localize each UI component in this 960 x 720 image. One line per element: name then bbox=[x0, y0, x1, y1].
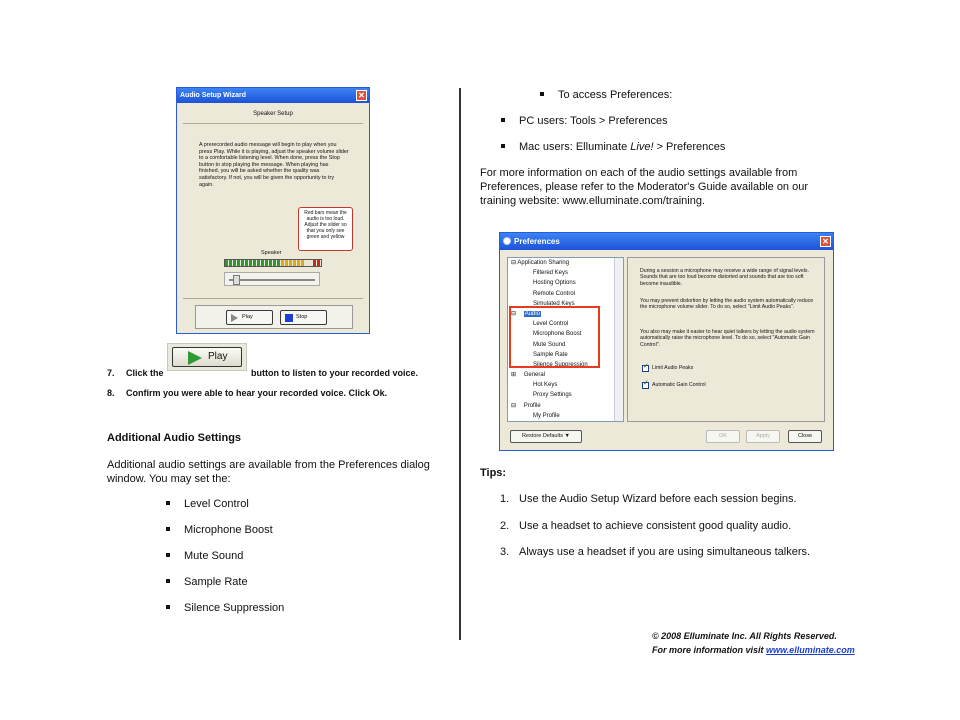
meter-segment bbox=[249, 260, 252, 266]
tree-label: Simulated Keys bbox=[533, 300, 575, 307]
live-text: Live! bbox=[630, 141, 654, 153]
tree-label: Mute Sound bbox=[533, 341, 566, 348]
mac-text: Mac users: Elluminate bbox=[519, 141, 631, 153]
wizard-section-title: Speaker Setup bbox=[253, 111, 293, 117]
tree-node[interactable] bbox=[508, 390, 623, 400]
step-8-number: 8. bbox=[107, 388, 115, 398]
step-8-text: Confirm you were able to hear your recorded voice. Click Ok. bbox=[126, 388, 388, 398]
panel-paragraph-1: During a session a microphone may receive a wide range of signal levels. Sounds that are too loud become distorted and sounds that are too soft become inaudible. bbox=[640, 268, 809, 287]
limit-audio-peaks-label: Limit Audio Peaks bbox=[652, 365, 694, 371]
meter-segment bbox=[237, 260, 240, 266]
slider-track bbox=[229, 279, 315, 281]
visit-text: For more information visit bbox=[652, 645, 767, 655]
meter-segment bbox=[285, 260, 288, 266]
tree-scrollbar[interactable] bbox=[614, 258, 623, 421]
automatic-gain-control-checkbox[interactable] bbox=[642, 382, 649, 389]
close-icon[interactable]: ✕ bbox=[820, 236, 831, 247]
speaker-label: Speaker bbox=[261, 250, 282, 256]
tree-node[interactable] bbox=[508, 278, 623, 288]
panel-paragraph-2: You may prevent distortion by letting the audio system automatically reduce the microphone volume slider. To do so, select "Limit Audio Peaks". bbox=[640, 298, 814, 311]
panel-paragraph-3: You also may make it easier to hear quiet talkers by letting the audio system automatically raise the microphone level. To do so, select "Automatic Gain Control". bbox=[640, 329, 815, 348]
section-intro: Additional audio settings are available from the Preferences dialog window. You may set the: bbox=[107, 459, 430, 485]
tip-number: 1. bbox=[500, 493, 510, 505]
setting-label: Microphone Boost bbox=[184, 524, 273, 536]
tree-label: General bbox=[523, 372, 546, 379]
tree-node[interactable] bbox=[508, 289, 623, 299]
meter-segment bbox=[273, 260, 276, 266]
play-icon bbox=[188, 351, 202, 365]
meter-segment bbox=[225, 260, 228, 266]
preferences-title: Preferences bbox=[514, 237, 560, 246]
step-7-text-start: Click the bbox=[126, 368, 164, 378]
wizard-title-bar bbox=[177, 88, 369, 103]
pc-text: PC users: Tools > Preferences bbox=[519, 115, 668, 127]
tip-number: 3. bbox=[500, 546, 510, 558]
speaker-volume-slider[interactable] bbox=[224, 272, 320, 286]
tree-node-audio[interactable]: ⊟ Audio bbox=[511, 310, 541, 317]
apply-button[interactable]: Apply bbox=[746, 430, 780, 443]
wizard-title: Audio Setup Wizard bbox=[180, 92, 247, 99]
section-heading: Additional Audio Settings bbox=[107, 432, 242, 444]
meter-segment bbox=[229, 260, 232, 266]
restore-defaults-button[interactable]: Restore Defaults ▼ bbox=[510, 430, 582, 443]
setting-label: Level Control bbox=[184, 498, 249, 510]
close-icon[interactable]: ✕ bbox=[356, 90, 367, 101]
automatic-gain-control-label: Automatic Gain Control bbox=[652, 382, 706, 388]
tree-label: Audio bbox=[524, 310, 541, 317]
more-info-paragraph: For more information on each of the audio settings available from Preferences, please refer to the Moderator's Guide available on our training website: www.elluminate.com/training. bbox=[480, 167, 809, 207]
mac-text-end: > Preferences bbox=[653, 141, 726, 153]
tip-text: Use the Audio Setup Wizard before each session begins. bbox=[519, 493, 797, 505]
tip-number: 2. bbox=[500, 520, 510, 532]
list-item bbox=[166, 602, 284, 614]
stop-label: Stop bbox=[296, 314, 308, 320]
bullet-icon bbox=[166, 527, 170, 531]
globe-icon bbox=[503, 237, 511, 245]
close-button[interactable]: Close bbox=[788, 430, 822, 443]
bullet-icon bbox=[166, 553, 170, 557]
divider bbox=[183, 298, 363, 299]
tree-label: Profile bbox=[523, 402, 541, 409]
tree-label: My Profile bbox=[533, 412, 560, 419]
tree-label: Proxy Settings bbox=[533, 392, 572, 399]
meter-segment bbox=[257, 260, 260, 266]
tree-node[interactable] bbox=[508, 268, 623, 278]
meter-segment bbox=[317, 260, 320, 266]
tree-label: Level Control bbox=[533, 321, 569, 328]
bullet-icon bbox=[166, 605, 170, 609]
pc-users bbox=[501, 115, 668, 127]
step-7-number: 7. bbox=[107, 368, 115, 378]
highlight-box bbox=[509, 306, 600, 368]
play-button-graphic bbox=[172, 347, 242, 367]
list-item bbox=[166, 576, 248, 588]
tree-label: Hot Keys bbox=[533, 382, 558, 389]
meter-segment bbox=[265, 260, 268, 266]
stop-button[interactable] bbox=[280, 310, 327, 325]
meter-segment bbox=[233, 260, 236, 266]
wizard-message: A prerecorded audio message will begin to play when you press Play. While it is playing, adjust the speaker volume slider to a comfortable listening level. When done, press the Stop button to stop playing the message. When playing has finished, you will be asked whether the quality was satisfactory. If not, you will be given the opportunity to try again. bbox=[199, 142, 349, 188]
callout-tip: Red bars mean the audio is too loud. Adjust the slider so that you only see green and yellow bbox=[298, 207, 353, 251]
inline-play-button-image bbox=[167, 343, 247, 371]
tip-text: Use a headset to achieve consistent good quality audio. bbox=[519, 520, 792, 532]
meter-segment bbox=[309, 260, 312, 266]
list-item bbox=[166, 550, 243, 562]
meter-segment bbox=[245, 260, 248, 266]
tree-node[interactable]: ⊟ Application Sharing bbox=[511, 260, 570, 266]
bullet-icon bbox=[166, 501, 170, 505]
footer-visit bbox=[652, 645, 855, 655]
list-item bbox=[166, 524, 273, 536]
play-label: Play bbox=[242, 314, 253, 320]
tree-label: Sample Rate bbox=[533, 351, 568, 358]
bullet-icon bbox=[540, 92, 544, 96]
meter-segment bbox=[305, 260, 308, 266]
setting-label: Silence Suppression bbox=[184, 602, 285, 614]
copyright: © 2008 Elluminate Inc. All Rights Reserved. bbox=[652, 631, 837, 641]
tree-label: Filtered Keys bbox=[533, 270, 569, 277]
tree-node[interactable] bbox=[508, 380, 623, 390]
list-item bbox=[166, 498, 249, 510]
column-divider bbox=[459, 88, 461, 640]
setting-label: Mute Sound bbox=[184, 550, 244, 562]
meter-segment bbox=[289, 260, 292, 266]
divider bbox=[183, 123, 363, 124]
preferences-title-bar bbox=[500, 233, 833, 250]
bullet-icon bbox=[501, 118, 505, 122]
preferences-window bbox=[499, 232, 834, 451]
tree-label: Silence Suppression bbox=[533, 361, 588, 368]
meter-segment bbox=[277, 260, 280, 266]
tree-label: Remote Control bbox=[533, 290, 576, 297]
mac-users bbox=[501, 141, 725, 153]
meter-segment bbox=[253, 260, 256, 266]
ok-button[interactable]: OK bbox=[706, 430, 740, 443]
meter-segment bbox=[269, 260, 272, 266]
tree-node[interactable]: ⊞ General bbox=[511, 372, 546, 379]
stop-icon bbox=[285, 314, 293, 322]
setting-label: Sample Rate bbox=[184, 576, 248, 588]
tree-node[interactable] bbox=[508, 411, 623, 421]
meter-segment bbox=[313, 260, 316, 266]
meter-segment bbox=[261, 260, 264, 266]
audio-setup-wizard-window bbox=[176, 87, 370, 334]
tree-label: Microphone Boost bbox=[533, 331, 582, 338]
tree-node[interactable]: ⊟ Profile bbox=[511, 402, 541, 409]
bullet-icon bbox=[166, 579, 170, 583]
tree-label: Hosting Options bbox=[533, 280, 576, 287]
meter-segment bbox=[297, 260, 300, 266]
access-text: To access Preferences: bbox=[558, 89, 673, 101]
tree-label: Application Sharing bbox=[517, 260, 570, 266]
meter-segment bbox=[281, 260, 284, 266]
meter-segment bbox=[241, 260, 244, 266]
tip-text: Always use a headset if you are using simultaneous talkers. bbox=[519, 546, 811, 558]
slider-thumb[interactable] bbox=[233, 275, 240, 285]
meter-segment bbox=[293, 260, 296, 266]
play-icon bbox=[231, 314, 238, 322]
access-preferences bbox=[540, 89, 672, 101]
website-link[interactable]: www.elluminate.com bbox=[766, 645, 855, 655]
play-button-label: Play bbox=[208, 351, 228, 362]
bullet-icon bbox=[501, 144, 505, 148]
play-button[interactable] bbox=[226, 310, 273, 325]
volume-meter bbox=[224, 259, 322, 267]
step-7-text-end: button to listen to your recorded voice. bbox=[251, 368, 419, 378]
meter-segment bbox=[301, 260, 304, 266]
tips-heading: Tips: bbox=[480, 467, 507, 479]
wizard-button-row bbox=[195, 305, 353, 329]
audio-settings-panel bbox=[627, 257, 825, 422]
limit-audio-peaks-checkbox[interactable] bbox=[642, 365, 649, 372]
